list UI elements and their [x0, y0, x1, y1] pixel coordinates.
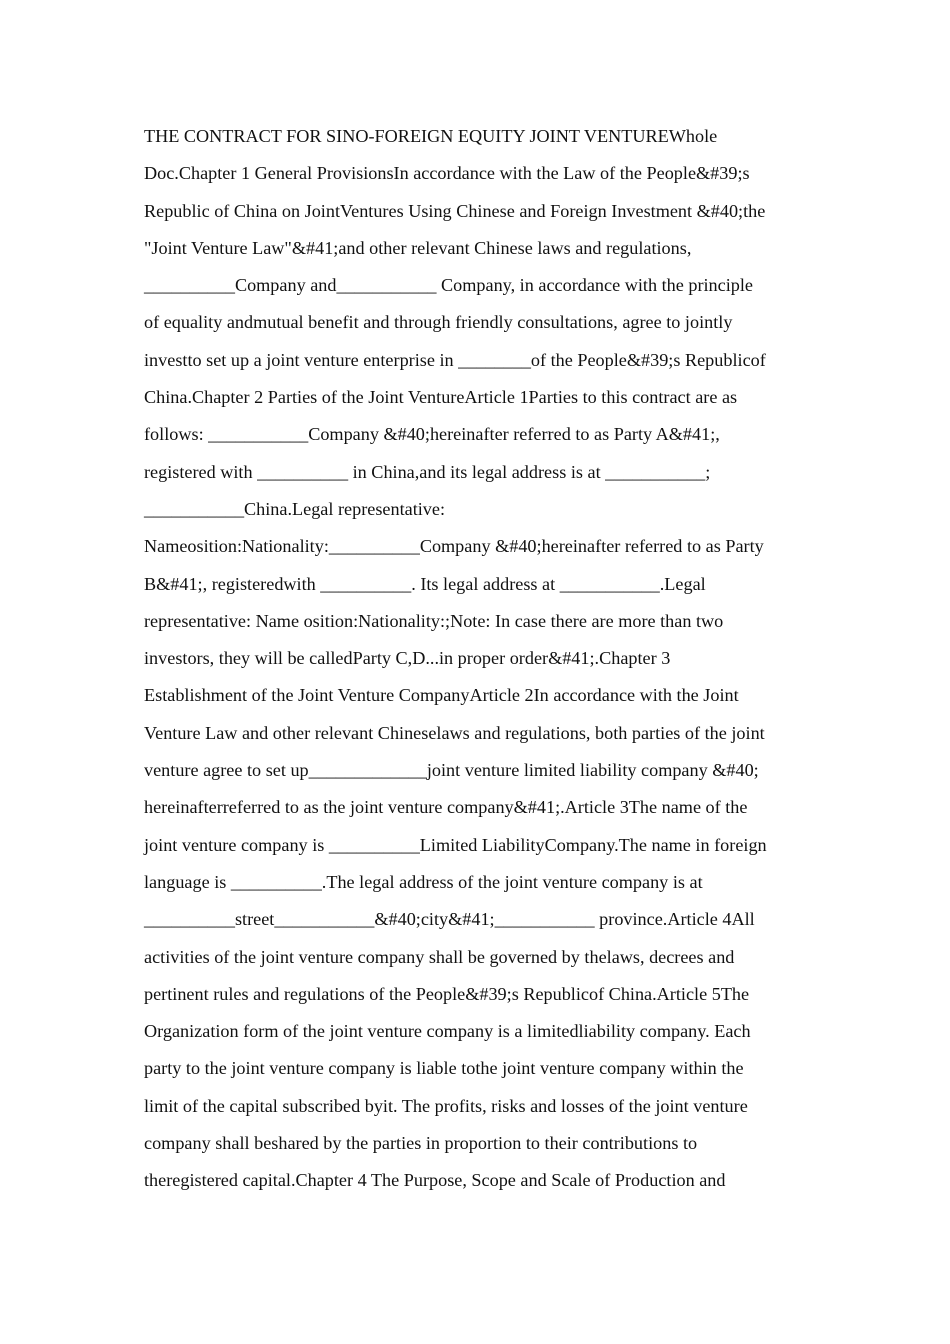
text-line: joint venture company is __________Limited LiabilityCompany.The name in foreign	[144, 834, 767, 855]
text-line: representative: Name osition:Nationality:;Note: In case there are more than two	[144, 610, 724, 631]
text-line: Doc.Chapter 1 General ProvisionsIn accordance with the Law of the People&#39;s	[144, 163, 750, 184]
text-line: investto set up a joint venture enterprise in ________of the People&#39;s Republicof	[144, 349, 766, 370]
text-line: __________street___________&#40;city&#41;___________ province.Article 4All	[144, 909, 755, 930]
text-line: venture agree to set up_____________joint venture limited liability company &#40;	[144, 760, 759, 781]
text-line: language is __________.The legal address of the joint venture company is at	[144, 871, 703, 892]
text-line: theregistered capital.Chapter 4 The Purpose, Scope and Scale of Production and	[144, 1170, 726, 1191]
text-line: THE CONTRACT FOR SINO-FOREIGN EQUITY JOINT VENTUREWhole	[144, 126, 718, 146]
text-line: hereinafterreferred to as the joint venture company&#41;.Article 3The name of the	[144, 797, 748, 818]
text-line: limit of the capital subscribed byit. The profits, risks and losses of the joint venture	[144, 1095, 748, 1116]
text-line: Nameosition:Nationality:__________Company &#40;hereinafter referred to as Party	[144, 536, 764, 557]
text-line: ___________China.Legal representative:	[144, 498, 446, 519]
text-line: activities of the joint venture company shall be governed by thelaws, decrees and	[144, 946, 735, 967]
text-line: Organization form of the joint venture company is a limitedliability company. Each	[144, 1021, 751, 1042]
text-line: party to the joint venture company is liable tothe joint venture company within the	[144, 1058, 744, 1079]
text-line: company shall beshared by the parties in proportion to their contributions to	[144, 1133, 698, 1154]
text-line: China.Chapter 2 Parties of the Joint VentureArticle 1Parties to this contract are as	[144, 387, 738, 408]
text-line: investors, they will be calledParty C,D...in proper order&#41;.Chapter 3	[144, 648, 671, 669]
text-line: Establishment of the Joint Venture CompanyArticle 2In accordance with the Joint	[144, 685, 739, 706]
text-line: follows: ___________Company &#40;hereinafter referred to as Party A&#41;,	[144, 424, 720, 445]
text-line: Republic of China on JointVentures Using Chinese and Foreign Investment &#40;the	[144, 200, 766, 221]
text-line: B&#41;, registeredwith __________. Its legal address at ___________.Legal	[144, 573, 706, 594]
text-line: pertinent rules and regulations of the People&#39;s Republicof China.Article 5The	[144, 983, 750, 1004]
text-line: registered with __________ in China,and its legal address is at ___________;	[144, 461, 711, 482]
text-line: Venture Law and other relevant Chineselaws and regulations, both parties of the joint	[144, 722, 765, 743]
text-line: __________Company and___________ Company, in accordance with the principle	[144, 275, 753, 296]
document-body	[144, 118, 824, 1200]
text-line: of equality andmutual benefit and through friendly consultations, agree to jointly	[144, 312, 733, 333]
text-line: "Joint Venture Law"&#41;and other relevant Chinese laws and regulations,	[144, 237, 692, 258]
